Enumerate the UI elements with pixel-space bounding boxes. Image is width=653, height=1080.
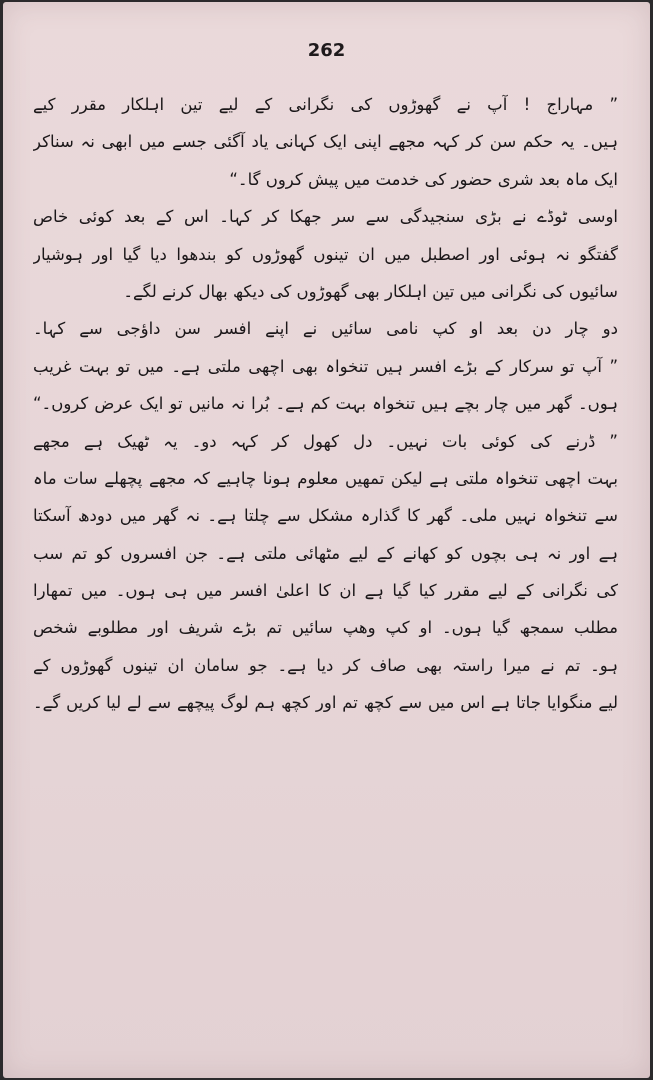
text-line: ” مہاراج ! آپ نے گھوڑوں کی نگرانی کے لیے تین اہلکار مقرر کیے — [33, 95, 618, 114]
text-line: گفتگو نہ ہوئی اور اصطبل میں ان تینوں گھوڑوں کو بندھوا دیا گیا اور ہوشیار — [33, 244, 618, 264]
text-line: ہے اور نہ ہی بچوں کو کھانے کے لیے مٹھائی ملتی ہے۔ جن افسروں کو تم سب — [33, 543, 618, 563]
text-line: ” ڈرنے کی کوئی بات نہیں۔ دل کھول کر کہہ دو۔ یہ ٹھیک ہے مجھے — [33, 431, 618, 451]
page-body-text — [33, 86, 618, 722]
text-line: دو چار دن بعد او کپ نامی سائیں نے اپنے افسر سن داؤجی سے کہا۔ — [33, 319, 618, 339]
text-line: مطلب سمجھ گیا ہوں۔ او کپ وھپ سائیں تم بڑے شریف اور مطلوبے شخص — [33, 618, 618, 638]
text-line: کی نگرانی کے لیے مقرر کیا گیا ہے ان کا اعلیٰ افسر میں ہی ہوں۔ میں تمھارا — [33, 581, 618, 601]
text-line: ہیں۔ یہ حکم سن کر کہہ مجھے اپنی ایک کہانی یاد آگئی جسے میں ابھی نہ سناکر — [33, 132, 618, 152]
text-line: ایک ماہ بعد شری حضور کی خدمت میں پیش کروں گا۔“ — [229, 169, 618, 189]
text-line: ہو۔ تم نے میرا راستہ بھی صاف کر دیا ہے۔ جو سامان ان تینوں گھوڑوں کے — [33, 655, 618, 675]
text-line: بہت اچھی تنخواہ ملتی ہے لیکن تمھیں معلوم ہونا چاہیے کہ مجھے پچھلے سات ماہ — [33, 468, 618, 488]
text-line: ہوں۔ گھر میں چار بچے ہیں تنخواہ بہت کم ہے۔ بُرا نہ مانیں تو ایک عرض کروں۔“ — [33, 394, 618, 414]
text-line: لیے منگوایا جاتا ہے اس میں سے کچھ تم اور کچھ ہم لوگ پیچھے سے لے لیا کریں گے۔ — [33, 693, 618, 713]
book-page — [3, 2, 650, 1078]
text-line: ” آپ تو سرکار کے بڑے افسر ہیں تنخواہ بھی اچھی ملتی ہے۔ میں تو بہت غریب — [33, 356, 618, 376]
text-line: اوسی ٹوڈے نے بڑی سنجیدگی سے سر جھکا کر کہا۔ اس کے بعد کوئی خاص — [33, 207, 618, 227]
text-line: سے تنخواہ نہیں ملی۔ گھر کا گذارہ مشکل سے چلتا ہے۔ نہ گھر میں دودھ آسکتا — [33, 506, 618, 526]
page-number: 262 — [307, 40, 346, 61]
text-line: سائیوں کی نگرانی میں تین اہلکار بھی گھوڑوں کی دیکھ بھال کرنے لگے۔ — [123, 281, 618, 301]
